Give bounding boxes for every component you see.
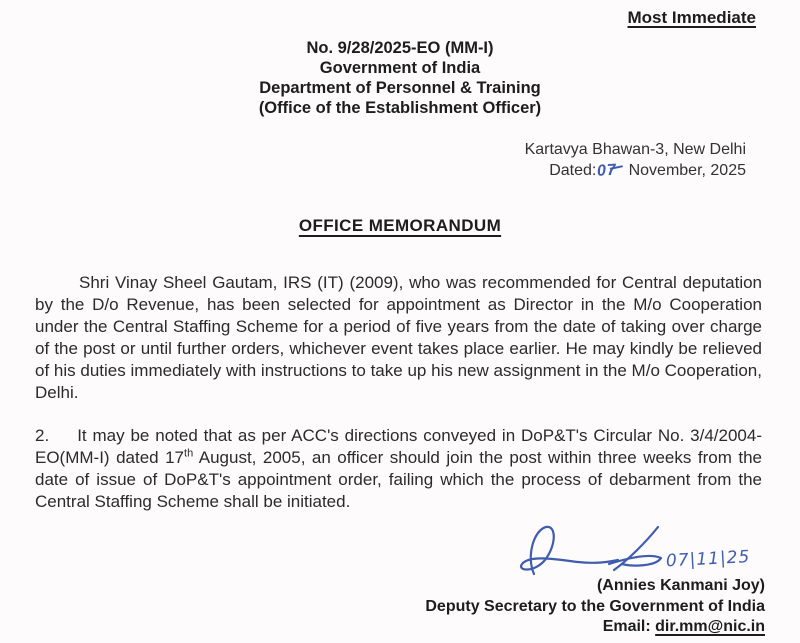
handwritten-day: 07 <box>597 159 624 182</box>
signature-scribble <box>512 520 772 578</box>
memo-body <box>35 272 762 513</box>
dated-prefix: Dated: <box>549 162 597 179</box>
signature-handwritten-date: 07|11|25 <box>665 547 751 572</box>
paragraph-number: 2. <box>35 426 50 445</box>
dated-rest: November, 2025 <box>628 162 746 179</box>
signatory-block <box>425 576 765 638</box>
ordinal-superscript: th <box>184 447 194 460</box>
date-line <box>0 160 746 181</box>
reference-number: No. 9/28/2025-EO (MM-I) <box>306 39 494 57</box>
government-name: Government of India <box>319 59 481 77</box>
signatory-designation: Deputy Secretary to the Government of India <box>425 597 765 615</box>
email-label: Email: <box>602 618 651 635</box>
paragraph-2-text-a: It may be noted that as per ACC's directions conveyed in DoP&T's Circular No. 3/4/2004-EO(MM-I) dated 17 <box>35 426 762 467</box>
email-address: dir.mm@nic.in <box>655 618 765 635</box>
email-line <box>425 617 765 638</box>
priority-label <box>0 8 800 28</box>
priority-label-text: Most Immediate <box>627 8 756 27</box>
dateline <box>0 139 800 181</box>
body-paragraph-2 <box>35 425 762 513</box>
signature-area <box>512 520 772 578</box>
memo-title-text: OFFICE MEMORANDUM <box>298 216 502 235</box>
letterhead <box>0 38 800 118</box>
paragraph-2-text-b: August, 2005, an officer should join the post within three weeks from the date of issue of DoP&T's appointment order, failing which the process of debarment from the Central Staffing Scheme shall be initiated. <box>35 448 762 511</box>
department-name: Department of Personnel & Training <box>259 79 541 97</box>
office-name: (Office of the Establishment Officer) <box>258 99 542 117</box>
body-paragraph-1: Shri Vinay Sheel Gautam, IRS (IT) (2009), who was recommended for Central deputation by the D/o Revenue, has been selected for appointment as Director in the M/o Cooperation under the Central Staffing Scheme for a period of five years from the date of taking over charge of the post or until further orders, whichever event takes place earlier. He may kindly be relieved of his duties immediately with instructions to take up his new assignment in the M/o Cooperation, Delhi. <box>35 273 762 402</box>
memo-title <box>0 216 800 236</box>
place-line: Kartavya Bhawan-3, New Delhi <box>524 141 746 158</box>
signatory-name: (Annies Kanmani Joy) <box>596 577 765 594</box>
